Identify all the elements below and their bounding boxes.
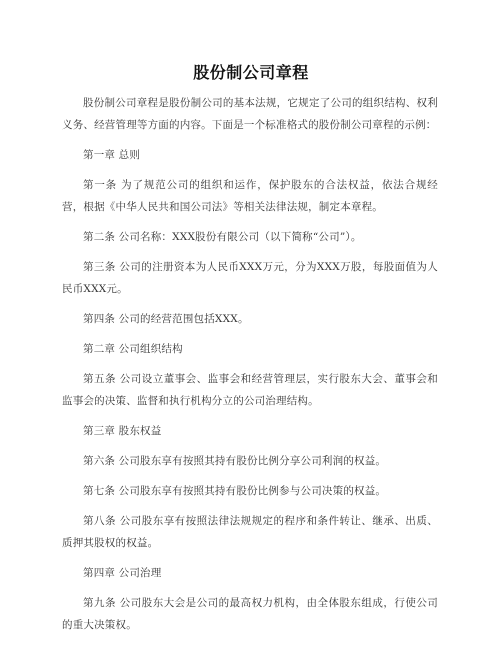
document-title: 股份制公司章程 bbox=[193, 63, 309, 82]
article-2: 第二条 公司名称：XXX股份有限公司（以下简称“公司”）。 bbox=[83, 231, 362, 243]
chapter-heading-4: 第四章 公司治理 bbox=[83, 567, 162, 579]
chapter-heading-2: 第二章 公司组织结构 bbox=[83, 343, 183, 355]
article-5: 第五条 公司设立董事会、监事会和经营管理层，实行股东大会、董事会和监事会的决策、监督和执行机构分立的公司治理结构。 bbox=[62, 373, 438, 407]
document-body bbox=[62, 92, 438, 644]
article-9: 第九条 公司股东大会是公司的最高权力机构，由全体股东组成，行使公司的重大决策权。 bbox=[62, 597, 438, 631]
chapter-heading-3: 第三章 股东权益 bbox=[83, 425, 162, 437]
intro-paragraph: 股份制公司章程是股份制公司的基本法规，它规定了公司的组织结构、权利义务、经营管理等方面的内容。下面是一个标准格式的股份制公司章程的示例： bbox=[62, 97, 438, 131]
chapter-heading-1: 第一章 总则 bbox=[83, 149, 141, 161]
article-7: 第七条 公司股东享有按照其持有股份比例参与公司决策的权益。 bbox=[83, 485, 387, 497]
article-8: 第八条 公司股东享有按照法律法规规定的程序和条件转让、继承、出质、质押其股权的权益。 bbox=[62, 515, 438, 549]
article-4: 第四条 公司的经营范围包括XXX。 bbox=[83, 313, 249, 325]
article-1: 第一条 为了规范公司的组织和运作，保护股东的合法权益，依法合规经营，根据《中华人民共和国公司法》等相关法律法规，制定本章程。 bbox=[62, 179, 438, 213]
article-6: 第六条 公司股东享有按照其持有股份比例分享公司利润的权益。 bbox=[83, 455, 387, 467]
article-3: 第三条 公司的注册资本为人民币XXX万元，分为XXX万股，每股面值为人民币XXX元。 bbox=[62, 261, 438, 295]
